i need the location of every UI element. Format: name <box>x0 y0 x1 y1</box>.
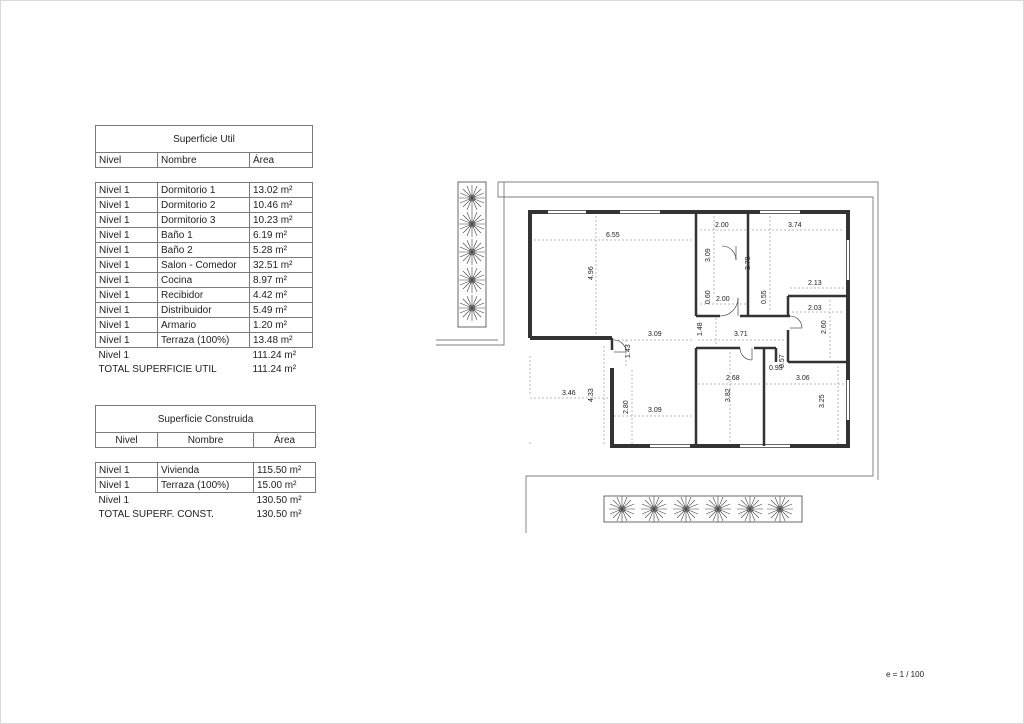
table-row <box>96 333 313 348</box>
plot-outline <box>436 182 878 533</box>
cell-nivel: Nivel 1 <box>96 333 158 348</box>
cell-area: 32.51 m² <box>250 258 313 273</box>
cell-area: 8.97 m² <box>250 273 313 288</box>
cell-nivel: Nivel 1 <box>96 213 158 228</box>
superficie-util-table <box>95 125 313 376</box>
cell-area: 10.23 m² <box>250 213 313 228</box>
cell-nombre: Armario <box>158 318 250 333</box>
table-row <box>96 228 313 243</box>
cell-nivel: Nivel 1 <box>96 228 158 243</box>
table-title: Superficie Construida <box>96 406 316 433</box>
cell-area: 4.42 m² <box>250 288 313 303</box>
table-row <box>96 273 313 288</box>
table-row <box>96 183 313 198</box>
cell-nombre: Distribuidor <box>158 303 250 318</box>
cell-nombre: Dormitorio 2 <box>158 198 250 213</box>
table-header-row <box>96 433 316 448</box>
table-row <box>96 303 313 318</box>
cell-nivel: Nivel 1 <box>96 183 158 198</box>
table-title: Superficie Util <box>96 126 313 153</box>
subtotal-row <box>96 348 313 363</box>
total-label: TOTAL SUPERFICIE UTIL <box>98 363 217 375</box>
cell-area: 6.19 m² <box>250 228 313 243</box>
dim-label: 3.09 <box>648 407 662 414</box>
table-row <box>96 258 313 273</box>
table-row <box>96 243 313 258</box>
cell-nivel: Nivel 1 <box>96 478 158 493</box>
cell-nivel: Nivel 1 <box>96 243 158 258</box>
table-row <box>96 288 313 303</box>
total-area: 130.50 m² <box>256 508 302 520</box>
cell-nivel: Nivel 1 <box>96 198 158 213</box>
dimension-lines <box>530 216 844 446</box>
dim-label: 0.60 <box>705 290 712 304</box>
cell-nombre: Terraza (100%) <box>158 333 250 348</box>
table-row <box>96 478 316 493</box>
subtotal-area: 130.50 m² <box>256 494 302 506</box>
scale-label: e = 1 / 100 <box>886 670 925 679</box>
total-label: TOTAL SUPERF. CONST. <box>98 508 214 520</box>
table-row <box>96 318 313 333</box>
dim-label: 0.93 <box>769 365 783 372</box>
dim-label: 1.43 <box>625 344 632 358</box>
cell-nombre: Baño 2 <box>158 243 250 258</box>
cell-nivel: Nivel 1 <box>96 303 158 318</box>
dim-label: 3.71 <box>734 331 748 338</box>
column-header: Nombre <box>158 433 254 448</box>
subtotal-area: 111.24 m² <box>252 349 297 361</box>
cell-nivel: Nivel 1 <box>96 258 158 273</box>
cell-nombre: Cocina <box>158 273 250 288</box>
table-row <box>96 463 316 478</box>
column-header: Nivel <box>96 153 158 168</box>
dim-label: 2.68 <box>726 375 740 382</box>
dim-label: 4.33 <box>588 388 595 402</box>
cell-nivel: Nivel 1 <box>96 463 158 478</box>
dim-label: 2.03 <box>808 305 822 312</box>
table-row <box>96 198 313 213</box>
cell-area: 13.02 m² <box>250 183 313 198</box>
superficie-construida-table <box>95 405 316 521</box>
cell-nombre: Recibidor <box>158 288 250 303</box>
total-row <box>96 362 313 376</box>
dim-label: 3.46 <box>562 390 576 397</box>
cell-nombre: Salon - Comedor <box>158 258 250 273</box>
dim-label: 2.00 <box>715 222 729 229</box>
column-header: Nivel <box>96 433 158 448</box>
table-row <box>96 213 313 228</box>
dim-label: 0.57 <box>779 354 786 368</box>
dim-label: 2.80 <box>623 400 630 414</box>
dim-label: 3.25 <box>819 394 826 408</box>
dim-label: 2.60 <box>821 320 828 334</box>
cell-nombre: Dormitorio 3 <box>158 213 250 228</box>
dim-label: 2.13 <box>808 280 822 287</box>
dim-label: 0.55 <box>761 290 768 304</box>
total-area: 111.24 m² <box>252 363 297 375</box>
dim-label: 3.09 <box>648 331 662 338</box>
cell-nivel: Nivel 1 <box>96 318 158 333</box>
table-header-row <box>96 153 313 168</box>
dim-label: 6.55 <box>606 232 620 239</box>
cell-nombre: Baño 1 <box>158 228 250 243</box>
dim-label: 3.74 <box>788 222 802 229</box>
cell-nivel: Nivel 1 <box>96 288 158 303</box>
cell-area: 13.48 m² <box>250 333 313 348</box>
cell-area: 1.20 m² <box>250 318 313 333</box>
dim-label: 4.96 <box>588 266 595 280</box>
column-header: Área <box>254 433 316 448</box>
dim-label: 1.48 <box>697 322 704 336</box>
cell-area: 5.49 m² <box>250 303 313 318</box>
dim-label: 3.06 <box>796 375 810 382</box>
subtotal-row <box>96 493 316 508</box>
planter-bottom <box>604 496 802 522</box>
cell-nombre: Vivienda <box>158 463 254 478</box>
cell-nivel: Nivel 1 <box>96 273 158 288</box>
dim-label: 3.82 <box>725 388 732 402</box>
dim-label: 3.09 <box>705 248 712 262</box>
column-header: Área <box>250 153 313 168</box>
floor-plan <box>430 170 890 550</box>
total-row <box>96 507 316 521</box>
cell-nombre: Terraza (100%) <box>158 478 254 493</box>
subtotal-nivel: Nivel 1 <box>98 349 130 361</box>
exterior-walls <box>530 212 848 446</box>
column-header: Nombre <box>158 153 250 168</box>
cell-area: 15.00 m² <box>254 478 316 493</box>
dim-label: 2.00 <box>716 296 730 303</box>
cell-area: 10.46 m² <box>250 198 313 213</box>
subtotal-nivel: Nivel 1 <box>98 494 130 506</box>
dim-label: 3.79 <box>745 256 752 270</box>
cell-nombre: Dormitorio 1 <box>158 183 250 198</box>
cell-area: 5.28 m² <box>250 243 313 258</box>
planter-left <box>458 182 486 327</box>
cell-area: 115.50 m² <box>254 463 316 478</box>
